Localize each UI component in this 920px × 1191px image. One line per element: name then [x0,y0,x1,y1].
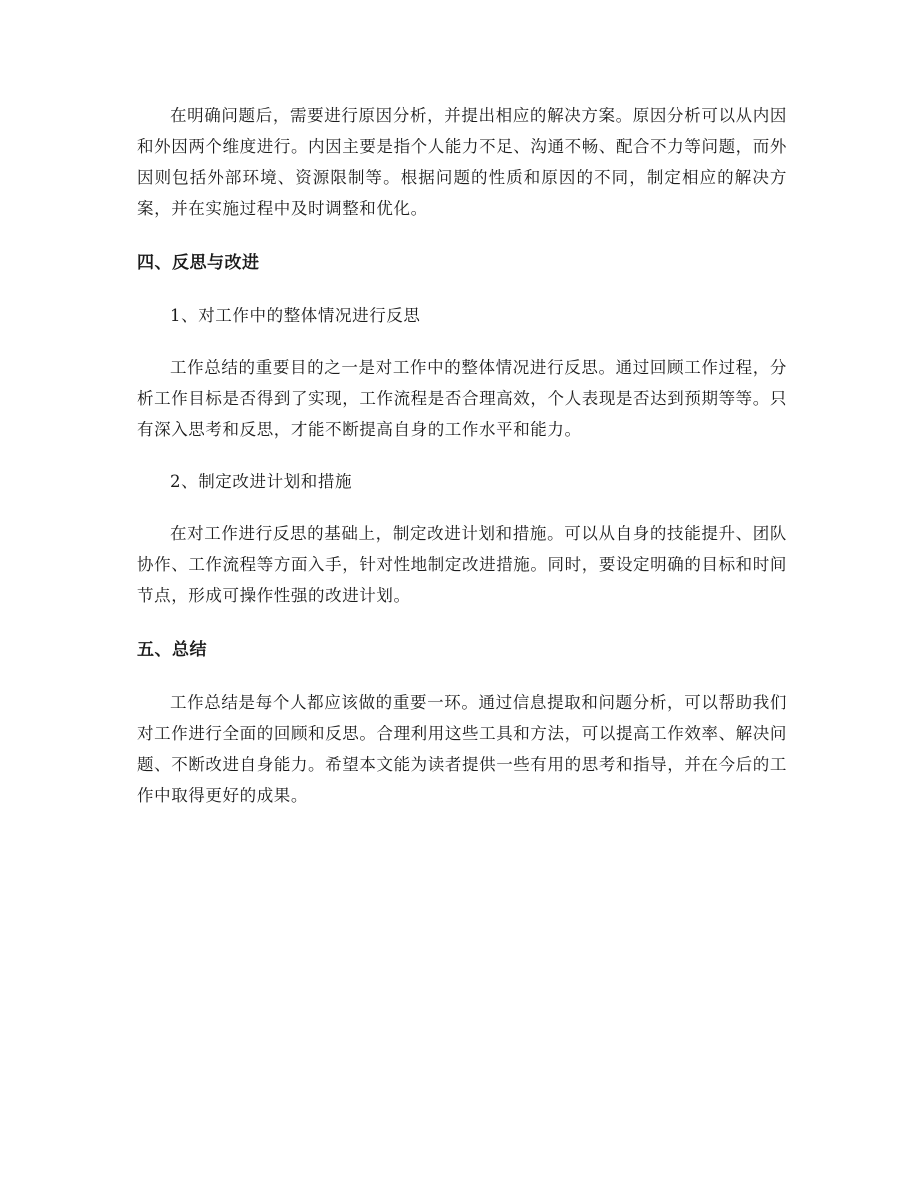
subheading-overall-reflection: 1、对工作中的整体情况进行反思 [170,306,421,325]
subheading-improvement-plan: 2、制定改进计划和措施 [170,472,353,491]
paragraph-cause-analysis: 在明确问题后，需要进行原因分析，并提出相应的解决方案。原因分析可以从内因和外因两个维度进行。内因主要是指个人能力不足、沟通不畅、配合不力等问题，而外因则包括外部环境、资源限制等。根据问题的性质和原因的不同，制定相应的解决方案，并在实施过程中及时调整和优化。 [137,106,787,218]
paragraph-improvement-plan: 在对工作进行反思的基础上，制定改进计划和措施。可以从自身的技能提升、团队协作、工作流程等方面入手，针对性地制定改进措施。同时，要设定明确的目标和时间节点，形成可操作性强的改进计划。 [137,524,787,605]
document-page [137,100,787,811]
section-heading-summary: 五、总结 [137,640,207,660]
paragraph-summary: 工作总结是每个人都应该做的重要一环。通过信息提取和问题分析，可以帮助我们对工作进行全面的回顾和反思。合理利用这些工具和方法，可以提高工作效率、解决问题、不断改进自身能力。希望本文能为读者提供一些有用的思考和指导，并在今后的工作中取得更好的成果。 [137,693,787,805]
paragraph-overall-reflection: 工作总结的重要目的之一是对工作中的整体情况进行反思。通过回顾工作过程，分析工作目标是否得到了实现，工作流程是否合理高效，个人表现是否达到预期等等。只有深入思考和反思，才能不断提高自身的工作水平和能力。 [137,358,787,439]
section-heading-reflection: 四、反思与改进 [137,253,260,273]
